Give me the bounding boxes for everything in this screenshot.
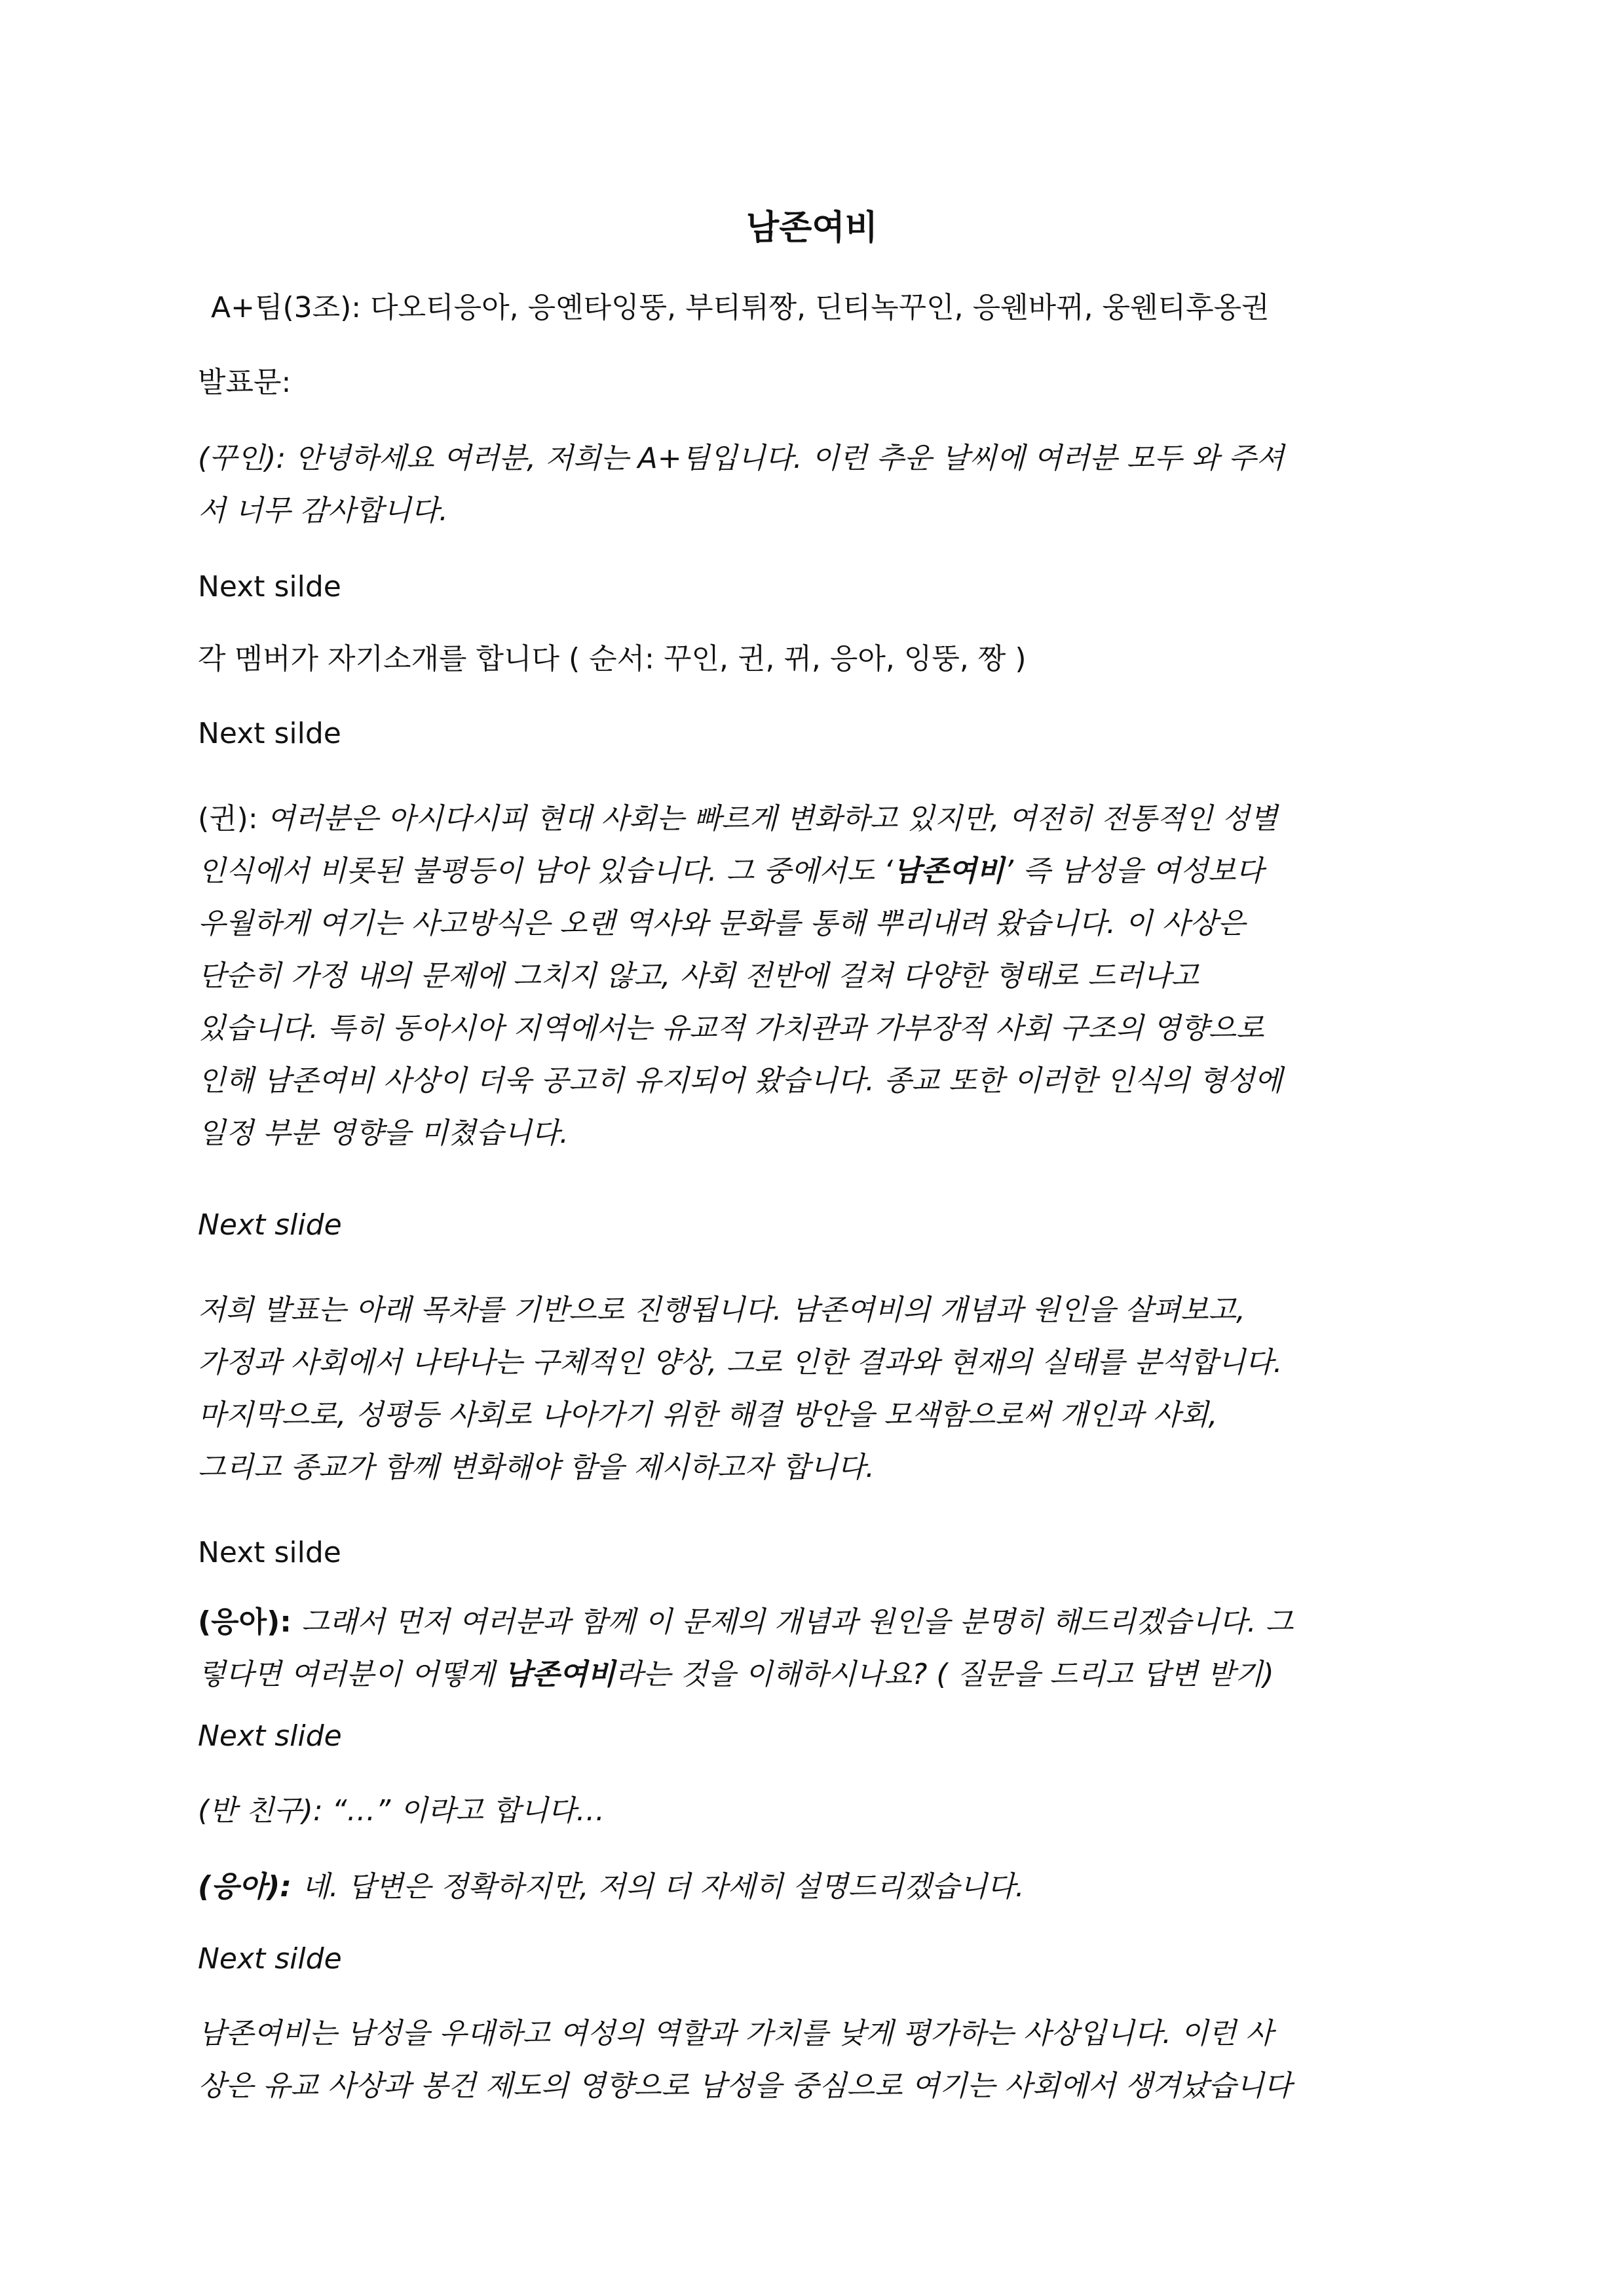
intro-line-7: 일정 부분 영향을 미쳤습니다. [198,1117,569,1150]
agenda-paragraph [198,1284,1443,1494]
definition-line-2: 상은 유교 사상과 봉건 제도의 영향으로 남성을 중심으로 여기는 사회에서 생겨났습니다 [198,2069,1293,2103]
intro-line-1: (귄): 여러분은 아시다시피 현대 사회는 빠르게 변화하고 있지만, 여전히 전통적인 성별 [198,802,1278,835]
next-slide-note-4: Next silde [198,1536,341,1569]
team-line: A+팀(3조): 다오티응아, 응옌타잉뚱, 부티튀짱, 딘티녹꾸인, 응웬바뀌, 웅웬티후옹권 [211,291,1270,324]
document-title: 남존여비 [746,208,878,248]
answer-response: (응아): 네. 답변은 정확하지만, 저의 더 자세히 설명드리겠습니다. [198,1870,1025,1904]
agenda-line-2: 가정과 사회에서 나타나는 구체적인 양상, 그로 인한 결과와 현재의 실태를 분석합니다. [198,1346,1283,1379]
next-slide-note-3: Next slide [198,1208,342,1242]
emphasis-term: 남존여비 [504,1658,616,1691]
section-label: 발표문: [198,366,292,399]
greeting-line-1: (꾸인): 안녕하세요 여러분, 저희는 A+팀입니다. 이런 추운 날씨에 여러분 모두 와 주셔 [198,442,1285,475]
definition-paragraph [198,2008,1443,2113]
intro-line-5: 있습니다. 특히 동아시아 지역에서는 유교적 가치관과 가부장적 사회 구조의 영향으로 [198,1012,1264,1045]
definition-line-1: 남존여비는 남성을 우대하고 여성의 역할과 가치를 낮게 평가하는 사상입니다. 이런 사 [198,2017,1274,2050]
next-slide-note-6: Next silde [198,1942,342,1976]
concept-line-2: 렇다면 여러분이 어떻게 남존여비라는 것을 이해하시나요? ( 질문을 드리고 답변 받기) [198,1658,1274,1691]
speaker-label: (응아): [198,1605,302,1639]
intro-line-4: 단순히 가정 내의 문제에 그치지 않고, 사회 전반에 걸쳐 다양한 형태로 드러나고 [198,959,1199,993]
speaker-label: (응아): [198,1870,302,1904]
greeting-line-2: 서 너무 감사합니다. [198,494,448,527]
intro-line-6: 인해 남존여비 사상이 더욱 공고히 유지되어 왔습니다. 종교 또한 이러한 인식의 형성에 [198,1064,1283,1098]
next-slide-note-5: Next slide [198,1719,342,1753]
intro-line-2: 인식에서 비롯된 불평등이 남아 있습니다. 그 중에서도 ‘남존여비’ 즉 남성을 여성보다 [198,854,1264,888]
agenda-line-4: 그리고 종교가 함께 변화해야 함을 제시하고자 합니다. [198,1451,875,1484]
classmate-answer: (반 친구): “…” 이라고 합니다… [198,1794,605,1827]
emphasis-term: 남존여비 [892,854,1004,888]
concept-line-1: (응아): 그래서 먼저 여러분과 함께 이 문제의 개념과 원인을 분명히 해드리겠습니다. 그 [198,1605,1294,1639]
intro-paragraph [198,793,1443,1160]
agenda-line-1: 저희 발표는 아래 목차를 기반으로 진행됩니다. 남존여비의 개념과 원인을 살펴보고, [198,1293,1245,1327]
intro-line-3: 우월하게 여기는 사고방식은 오랜 역사와 문화를 통해 뿌리내려 왔습니다. 이 사상은 [198,907,1245,940]
speaker-label: (귄): [198,802,267,835]
concept-paragraph [198,1596,1443,1701]
self-introduction-note: 각 멤버가 자기소개를 합니다 ( 순서: 꾸인, 귄, 뀌, 응아, 잉뚱, 짱 ) [198,642,1027,676]
greeting-paragraph [198,432,1443,537]
agenda-line-3: 마지막으로, 성평등 사회로 나아가기 위한 해결 방안을 모색함으로써 개인과 사회, [198,1398,1218,1432]
next-slide-note-1: Next silde [198,570,341,603]
next-slide-note-2: Next silde [198,717,341,750]
